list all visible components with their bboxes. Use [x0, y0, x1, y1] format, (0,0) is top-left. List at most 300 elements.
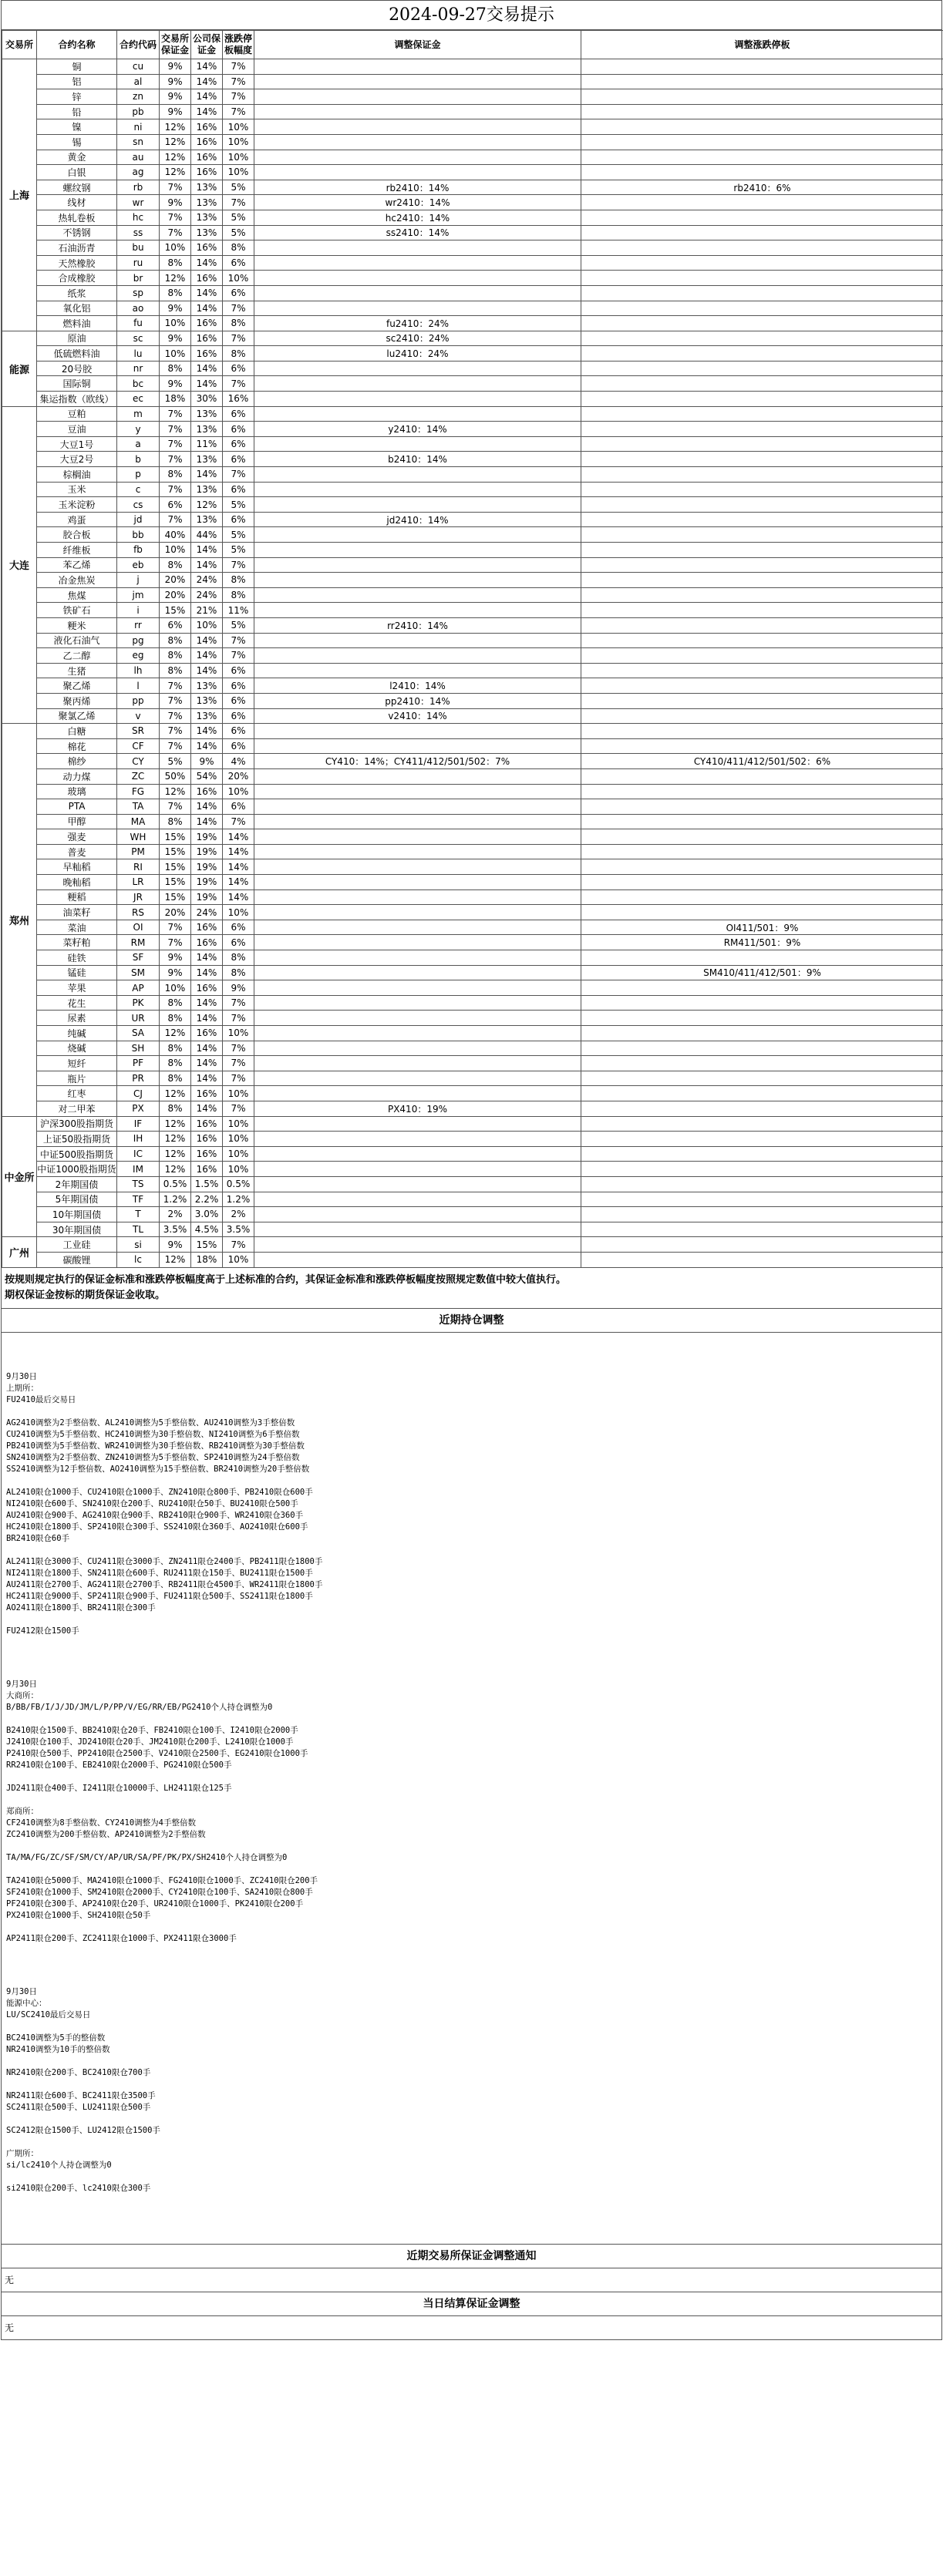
table-row: [2, 633, 943, 648]
exchange-margin-cell: 8%: [160, 995, 191, 1011]
price-limit-cell: 5%: [223, 527, 254, 543]
adjusted-limit-cell: [581, 1026, 943, 1041]
adjusted-margin-cell: [254, 59, 581, 75]
adjusted-limit-cell: [581, 225, 943, 240]
exchange-margin-cell: 8%: [160, 1071, 191, 1086]
table-row: [2, 134, 943, 150]
company-margin-cell: 13%: [191, 195, 223, 210]
contract-code-cell: SF: [117, 950, 160, 966]
exchange-margin-cell: 10%: [160, 240, 191, 256]
adjusted-margin-cell: [254, 406, 581, 422]
table-row: [2, 180, 943, 195]
company-margin-cell: 14%: [191, 1056, 223, 1071]
company-margin-cell: 16%: [191, 1132, 223, 1147]
contract-code-cell: bb: [117, 527, 160, 543]
company-margin-cell: 54%: [191, 768, 223, 784]
exchange-margin-cell: 15%: [160, 889, 191, 905]
adjusted-limit-cell: CY410/411/412/501/502：6%: [581, 754, 943, 769]
adjusted-limit-cell: [581, 587, 943, 603]
price-limit-cell: 10%: [223, 905, 254, 920]
adjusted-margin-cell: [254, 301, 581, 316]
price-limit-cell: 6%: [223, 512, 254, 527]
company-margin-cell: 24%: [191, 905, 223, 920]
price-limit-cell: 14%: [223, 829, 254, 845]
contract-code-cell: FG: [117, 784, 160, 799]
company-margin-cell: 13%: [191, 678, 223, 694]
exchange-margin-cell: 50%: [160, 768, 191, 784]
adjusted-limit-cell: [581, 255, 943, 271]
table-body: [2, 59, 943, 1268]
adjusted-margin-cell: [254, 1146, 581, 1162]
company-margin-cell: 16%: [191, 331, 223, 346]
contract-name-cell: 螺纹钢: [37, 180, 117, 195]
adjusted-margin-cell: [254, 573, 581, 588]
contract-name-cell: 棉纱: [37, 754, 117, 769]
table-row: [2, 285, 943, 301]
price-limit-cell: 10%: [223, 271, 254, 286]
contract-name-cell: 豆粕: [37, 406, 117, 422]
table-row: [2, 301, 943, 316]
adjusted-limit-cell: [581, 543, 943, 558]
adjusted-limit-cell: [581, 422, 943, 437]
table-row: [2, 467, 943, 483]
price-limit-cell: 7%: [223, 331, 254, 346]
price-limit-cell: 7%: [223, 89, 254, 105]
price-limit-cell: 6%: [223, 920, 254, 935]
adjusted-limit-cell: [581, 89, 943, 105]
company-margin-cell: 14%: [191, 1071, 223, 1086]
exchange-margin-cell: 9%: [160, 59, 191, 75]
contract-code-cell: ao: [117, 301, 160, 316]
exchange-margin-cell: 9%: [160, 1237, 191, 1253]
table-row: [2, 240, 943, 256]
position-block-shfe: 9月30日 上期所： FU2410最后交易日 AG2410调整为2手整倍数、AL2410调整为5手整倍数、AU2410调整为3手整倍数 CU2410调整为5手整倍数、HC2410调整为30手整倍数、NI2410调整为6手整倍数 PB2410调整为5手整倍数、WR2410调整为30手整倍数、RB2410调整为30手整倍数 SN2410调整为2手整倍数、ZN2410调整为5手整倍数、SP2410调整为24手整倍数 SS2410调整为12手整倍数、AO2410调整为15手整倍数、BR2410调整为20手整倍数 AL2410限仓1000手、CU2410限仓1000手、ZN2410限仓800手、PB2410限仓600手 NI2410限仓600手、SN2410限仓200手、RU2410限仓50手、BU2410限仓500手 AU2410限仓900手、AG2410限仓900手、RB2410限仓900手、WR2410限仓360手 HC2410限仓1800手、SP2410限仓300手、SS2410限仓360手、AO2410限仓600手 BR2410限仓60手 AL2411限仓3000手、CU2411限仓3000手、ZN2411限仓2400手、PB2411限仓1800手 NI2411限仓1800手、SN2411限仓600手、RU2411限仓150手、BU2411限仓1500手 AU2411限仓2700手、AG2411限仓2700手、RB2411限仓4500手、WR2411限仓1800手 HC2411限仓9000手、SP2411限仓900手、FU2411限仓500手、SS2411限仓1800手 AO2411限仓1800手、BR2411限仓300手 FU2412限仓1500手: [6, 1371, 323, 1636]
contract-code-cell: cs: [117, 497, 160, 513]
exchange-margin-cell: 8%: [160, 467, 191, 483]
company-margin-cell: 13%: [191, 422, 223, 437]
company-margin-cell: 16%: [191, 784, 223, 799]
contract-code-cell: c: [117, 482, 160, 497]
contract-name-cell: 热轧卷板: [37, 210, 117, 225]
contract-name-cell: 生猪: [37, 663, 117, 678]
table-row: [2, 74, 943, 89]
exchange-cell: 中金所: [2, 1116, 37, 1237]
exchange-margin-cell: 8%: [160, 1101, 191, 1116]
adjusted-limit-cell: [581, 346, 943, 362]
contract-name-cell: 苯乙烯: [37, 557, 117, 573]
contract-code-cell: hc: [117, 210, 160, 225]
header-exchange: 交易所: [2, 31, 37, 59]
contract-code-cell: WH: [117, 829, 160, 845]
adjusted-margin-cell: [254, 392, 581, 407]
price-limit-cell: 20%: [223, 768, 254, 784]
company-margin-cell: 19%: [191, 844, 223, 859]
adjusted-limit-cell: [581, 1116, 943, 1132]
price-limit-cell: 10%: [223, 165, 254, 180]
table-row: [2, 527, 943, 543]
company-margin-cell: 19%: [191, 889, 223, 905]
table-row: [2, 452, 943, 467]
table-row: [2, 255, 943, 271]
contract-code-cell: lc: [117, 1252, 160, 1267]
contract-name-cell: 鸡蛋: [37, 512, 117, 527]
price-limit-cell: 6%: [223, 799, 254, 815]
company-margin-cell: 16%: [191, 920, 223, 935]
exchange-margin-cell: 12%: [160, 1026, 191, 1041]
exchange-margin-cell: 7%: [160, 724, 191, 739]
adjusted-margin-cell: [254, 271, 581, 286]
table-row: [2, 1116, 943, 1132]
exchange-margin-cell: 7%: [160, 180, 191, 195]
adjusted-limit-cell: [581, 467, 943, 483]
company-margin-cell: 4.5%: [191, 1222, 223, 1237]
exchange-margin-cell: 5%: [160, 754, 191, 769]
exchange-margin-cell: 10%: [160, 316, 191, 331]
exchange-margin-cell: 9%: [160, 74, 191, 89]
adjusted-limit-cell: [581, 1252, 943, 1267]
contract-name-cell: 瓶片: [37, 1071, 117, 1086]
contract-name-cell: 胶合板: [37, 527, 117, 543]
company-margin-cell: 1.5%: [191, 1176, 223, 1192]
price-limit-cell: 8%: [223, 316, 254, 331]
exchange-cell: 郑州: [2, 724, 37, 1116]
adjusted-limit-cell: [581, 316, 943, 331]
adjusted-limit-cell: [581, 1101, 943, 1116]
price-limit-cell: 7%: [223, 301, 254, 316]
contract-name-cell: 动力煤: [37, 768, 117, 784]
contract-name-cell: 菜油: [37, 920, 117, 935]
contract-code-cell: LR: [117, 875, 160, 890]
price-limit-cell: 14%: [223, 889, 254, 905]
company-margin-cell: 14%: [191, 1101, 223, 1116]
adjusted-margin-cell: [254, 361, 581, 376]
adjusted-margin-cell: [254, 1116, 581, 1132]
adjusted-limit-cell: [581, 482, 943, 497]
exchange-margin-cell: 15%: [160, 844, 191, 859]
exchange-margin-cell: 8%: [160, 285, 191, 301]
contract-code-cell: TF: [117, 1192, 160, 1207]
contract-code-cell: si: [117, 1237, 160, 1253]
contract-name-cell: PTA: [37, 799, 117, 815]
company-margin-cell: 14%: [191, 557, 223, 573]
contract-code-cell: ZC: [117, 768, 160, 784]
price-limit-cell: 6%: [223, 406, 254, 422]
table-row: [2, 59, 943, 75]
table-row: [2, 557, 943, 573]
exchange-margin-cell: 9%: [160, 301, 191, 316]
company-margin-cell: 16%: [191, 1086, 223, 1101]
company-margin-cell: 12%: [191, 497, 223, 513]
price-limit-cell: 7%: [223, 1101, 254, 1116]
company-margin-cell: 14%: [191, 814, 223, 829]
company-margin-cell: 16%: [191, 165, 223, 180]
adjusted-limit-cell: [581, 557, 943, 573]
contract-code-cell: v: [117, 708, 160, 724]
table-row: [2, 965, 943, 980]
price-limit-cell: 7%: [223, 467, 254, 483]
table-row: [2, 271, 943, 286]
price-limit-cell: 14%: [223, 875, 254, 890]
adjusted-limit-cell: [581, 74, 943, 89]
company-margin-cell: 16%: [191, 935, 223, 950]
exchange-margin-cell: 3.5%: [160, 1222, 191, 1237]
table-row: [2, 1056, 943, 1071]
contract-name-cell: 原油: [37, 331, 117, 346]
contract-name-cell: 菜籽粕: [37, 935, 117, 950]
position-block-dce-czce: 9月30日 大商所： B/BB/FB/I/J/JD/JM/L/P/PP/V/EG/RR/EB/PG2410个人持仓调整为0 B2410限仓1500手、BB2410限仓20手、FB2410限仓100手、I2410限仓2000手 J2410限仓100手、JD2410限仓20手、JM2410限仓200手、L2410限仓1000手 P2410限仓500手、PP2410限仓2500手、V2410限仓2500手、EG2410限仓1000手 RR2410限仓100手、EB2410限仓2000手、PG2410限仓500手 JD2411限仓400手、I2411限仓10000手、LH2411限仓125手 郑商所： CF2410调整为8手整倍数、CY2410调整为4手整倍数 ZC2410调整为200手整倍数、AP2410调整为2手整倍数 TA/MA/FG/ZC/SF/SM/CY/AP/UR/SA/PF/PK/PX/SH2410个人持仓调整为0 TA2410限仓5000手、MA2410限仓1000手、FG2410限仓1000手、ZC2410限仓200手 SF2410限仓1000手、SM2410限仓2000手、CY2410限仓100手、SA2410限仓800手 PF2410限仓300手、AP2410限仓20手、UR2410限仓1000手、PK2410限仓200手 PX2410限仓1000手、SH2410限仓50手 AP2411限仓200手、ZC2411限仓1000手、PX2411限仓3000手: [6, 1679, 318, 1943]
exchange-margin-cell: 8%: [160, 633, 191, 648]
adjusted-limit-cell: [581, 165, 943, 180]
rule-notice: [2, 1268, 941, 1309]
price-limit-cell: 8%: [223, 346, 254, 362]
contract-name-cell: 聚乙烯: [37, 678, 117, 694]
contract-name-cell: 油菜籽: [37, 905, 117, 920]
contract-name-cell: 液化石油气: [37, 633, 117, 648]
exchange-margin-cell: 7%: [160, 708, 191, 724]
price-limit-cell: 5%: [223, 225, 254, 240]
contract-code-cell: TA: [117, 799, 160, 815]
price-limit-cell: 7%: [223, 557, 254, 573]
company-margin-cell: 24%: [191, 587, 223, 603]
adjusted-margin-cell: [254, 1132, 581, 1147]
adjusted-limit-cell: SM410/411/412/501：9%: [581, 965, 943, 980]
adjusted-limit-cell: [581, 119, 943, 135]
contract-code-cell: SH: [117, 1041, 160, 1056]
contract-code-cell: m: [117, 406, 160, 422]
adjusted-margin-cell: [254, 255, 581, 271]
exchange-margin-cell: 15%: [160, 603, 191, 618]
adjusted-limit-cell: [581, 1237, 943, 1253]
company-margin-cell: 15%: [191, 1237, 223, 1253]
contract-name-cell: 纸浆: [37, 285, 117, 301]
table-row: [2, 89, 943, 105]
price-limit-cell: 7%: [223, 1056, 254, 1071]
table-row: [2, 603, 943, 618]
contract-name-cell: 30年期国债: [37, 1222, 117, 1237]
contract-code-cell: ss: [117, 225, 160, 240]
table-row: [2, 738, 943, 754]
contract-name-cell: 大豆1号: [37, 436, 117, 452]
exchange-margin-cell: 9%: [160, 950, 191, 966]
exchange-margin-cell: 7%: [160, 799, 191, 815]
table-row: [2, 225, 943, 240]
company-margin-cell: 14%: [191, 1041, 223, 1056]
contract-name-cell: 锌: [37, 89, 117, 105]
adjusted-margin-cell: [254, 980, 581, 996]
table-row: [2, 995, 943, 1011]
price-limit-cell: 11%: [223, 603, 254, 618]
contract-code-cell: sn: [117, 134, 160, 150]
contract-code-cell: T: [117, 1207, 160, 1222]
contract-name-cell: 黄金: [37, 150, 117, 165]
adjusted-limit-cell: [581, 512, 943, 527]
adjusted-limit-cell: [581, 738, 943, 754]
contract-name-cell: 烧碱: [37, 1041, 117, 1056]
price-limit-cell: 10%: [223, 1146, 254, 1162]
contract-name-cell: 甲醇: [37, 814, 117, 829]
contract-name-cell: 石油沥青: [37, 240, 117, 256]
adjusted-limit-cell: [581, 1056, 943, 1071]
price-limit-cell: 7%: [223, 195, 254, 210]
adjusted-limit-cell: [581, 603, 943, 618]
adjusted-margin-cell: [254, 768, 581, 784]
exchange-margin-cell: 7%: [160, 935, 191, 950]
contract-code-cell: sp: [117, 285, 160, 301]
adjusted-limit-cell: [581, 768, 943, 784]
price-limit-cell: 0.5%: [223, 1176, 254, 1192]
contract-name-cell: 早籼稻: [37, 859, 117, 875]
price-limit-cell: 4%: [223, 754, 254, 769]
company-margin-cell: 16%: [191, 980, 223, 996]
contract-name-cell: 红枣: [37, 1086, 117, 1101]
exchange-margin-cell: 12%: [160, 1162, 191, 1177]
company-margin-cell: 21%: [191, 603, 223, 618]
contract-name-cell: 天然橡胶: [37, 255, 117, 271]
table-row: [2, 210, 943, 225]
adjusted-margin-cell: [254, 1237, 581, 1253]
price-limit-cell: 8%: [223, 240, 254, 256]
company-margin-cell: 44%: [191, 527, 223, 543]
company-margin-cell: 14%: [191, 1011, 223, 1026]
adjusted-limit-cell: [581, 617, 943, 633]
table-row: [2, 920, 943, 935]
adjusted-limit-cell: [581, 1011, 943, 1026]
adjusted-limit-cell: [581, 724, 943, 739]
contract-code-cell: br: [117, 271, 160, 286]
contract-name-cell: 尿素: [37, 1011, 117, 1026]
contract-name-cell: 20号胶: [37, 361, 117, 376]
adjusted-margin-cell: [254, 1071, 581, 1086]
adjusted-margin-cell: b2410：14%: [254, 452, 581, 467]
contract-name-cell: 晚籼稻: [37, 875, 117, 890]
adjusted-margin-cell: [254, 1192, 581, 1207]
table-row: [2, 392, 943, 407]
contract-name-cell: 粳稻: [37, 889, 117, 905]
price-limit-cell: 10%: [223, 1086, 254, 1101]
adjusted-margin-cell: l2410：14%: [254, 678, 581, 694]
table-header-row: [2, 31, 943, 59]
exchange-margin-cell: 7%: [160, 738, 191, 754]
contract-name-cell: 铜: [37, 59, 117, 75]
adjusted-limit-cell: rb2410：6%: [581, 180, 943, 195]
header-company-margin: 公司保证金: [191, 31, 223, 59]
adjusted-limit-cell: [581, 678, 943, 694]
exchange-margin-cell: 15%: [160, 829, 191, 845]
adjusted-margin-cell: ss2410：14%: [254, 225, 581, 240]
contract-code-cell: cu: [117, 59, 160, 75]
contract-name-cell: 沪深300股指期货: [37, 1116, 117, 1132]
adjusted-margin-cell: [254, 467, 581, 483]
adjusted-margin-cell: [254, 738, 581, 754]
adjusted-limit-cell: [581, 829, 943, 845]
company-margin-cell: 16%: [191, 271, 223, 286]
price-limit-cell: 6%: [223, 285, 254, 301]
exchange-margin-cell: 12%: [160, 1132, 191, 1147]
contract-code-cell: TS: [117, 1176, 160, 1192]
contract-code-cell: lh: [117, 663, 160, 678]
table-row: [2, 1176, 943, 1192]
contract-code-cell: fb: [117, 543, 160, 558]
adjusted-limit-cell: [581, 331, 943, 346]
exchange-margin-cell: 40%: [160, 527, 191, 543]
table-row: [2, 859, 943, 875]
contract-name-cell: 白糖: [37, 724, 117, 739]
contract-code-cell: AP: [117, 980, 160, 996]
adjusted-limit-cell: [581, 844, 943, 859]
company-margin-cell: 19%: [191, 859, 223, 875]
adjusted-limit-cell: [581, 1132, 943, 1147]
contract-name-cell: 中证1000股指期货: [37, 1162, 117, 1177]
contract-code-cell: PX: [117, 1101, 160, 1116]
company-margin-cell: 14%: [191, 724, 223, 739]
header-contract-name: 合约名称: [37, 31, 117, 59]
price-limit-cell: 10%: [223, 134, 254, 150]
table-row: [2, 436, 943, 452]
contract-name-cell: 铝: [37, 74, 117, 89]
adjusted-limit-cell: [581, 406, 943, 422]
company-margin-cell: 13%: [191, 225, 223, 240]
contract-code-cell: SM: [117, 965, 160, 980]
table-row: [2, 829, 943, 845]
price-limit-cell: 6%: [223, 678, 254, 694]
adjusted-margin-cell: [254, 1026, 581, 1041]
adjusted-margin-cell: rb2410：14%: [254, 180, 581, 195]
adjusted-margin-cell: [254, 376, 581, 392]
adjusted-margin-cell: PX410：19%: [254, 1101, 581, 1116]
exchange-margin-cell: 8%: [160, 361, 191, 376]
contract-name-cell: 碳酸锂: [37, 1252, 117, 1267]
contract-code-cell: wr: [117, 195, 160, 210]
table-row: [2, 1252, 943, 1267]
contract-code-cell: eg: [117, 648, 160, 664]
company-margin-cell: 14%: [191, 104, 223, 119]
exchange-margin-cell: 20%: [160, 905, 191, 920]
adjusted-margin-cell: [254, 844, 581, 859]
contract-code-cell: fu: [117, 316, 160, 331]
contract-code-cell: ru: [117, 255, 160, 271]
contract-name-cell: 聚氯乙烯: [37, 708, 117, 724]
adjusted-limit-cell: OI411/501：9%: [581, 920, 943, 935]
adjusted-limit-cell: [581, 271, 943, 286]
company-margin-cell: 16%: [191, 346, 223, 362]
adjusted-limit-cell: [581, 1146, 943, 1162]
price-limit-cell: 5%: [223, 210, 254, 225]
table-row: [2, 754, 943, 769]
contract-code-cell: eb: [117, 557, 160, 573]
adjusted-margin-cell: [254, 527, 581, 543]
adjusted-margin-cell: pp2410：14%: [254, 693, 581, 708]
exchange-margin-cell: 12%: [160, 271, 191, 286]
adjusted-margin-cell: [254, 240, 581, 256]
contract-code-cell: sc: [117, 331, 160, 346]
adjusted-limit-cell: [581, 301, 943, 316]
adjusted-margin-cell: [254, 497, 581, 513]
price-limit-cell: 8%: [223, 587, 254, 603]
exchange-margin-cell: 8%: [160, 814, 191, 829]
contract-code-cell: CF: [117, 738, 160, 754]
adjusted-limit-cell: [581, 889, 943, 905]
company-margin-cell: 3.0%: [191, 1207, 223, 1222]
adjusted-margin-cell: wr2410：14%: [254, 195, 581, 210]
adjusted-limit-cell: [581, 150, 943, 165]
adjusted-margin-cell: sc2410：24%: [254, 331, 581, 346]
adjusted-limit-cell: [581, 950, 943, 966]
contract-name-cell: 豆油: [37, 422, 117, 437]
table-row: [2, 617, 943, 633]
contract-code-cell: MA: [117, 814, 160, 829]
adjusted-margin-cell: [254, 920, 581, 935]
adjusted-margin-cell: v2410：14%: [254, 708, 581, 724]
